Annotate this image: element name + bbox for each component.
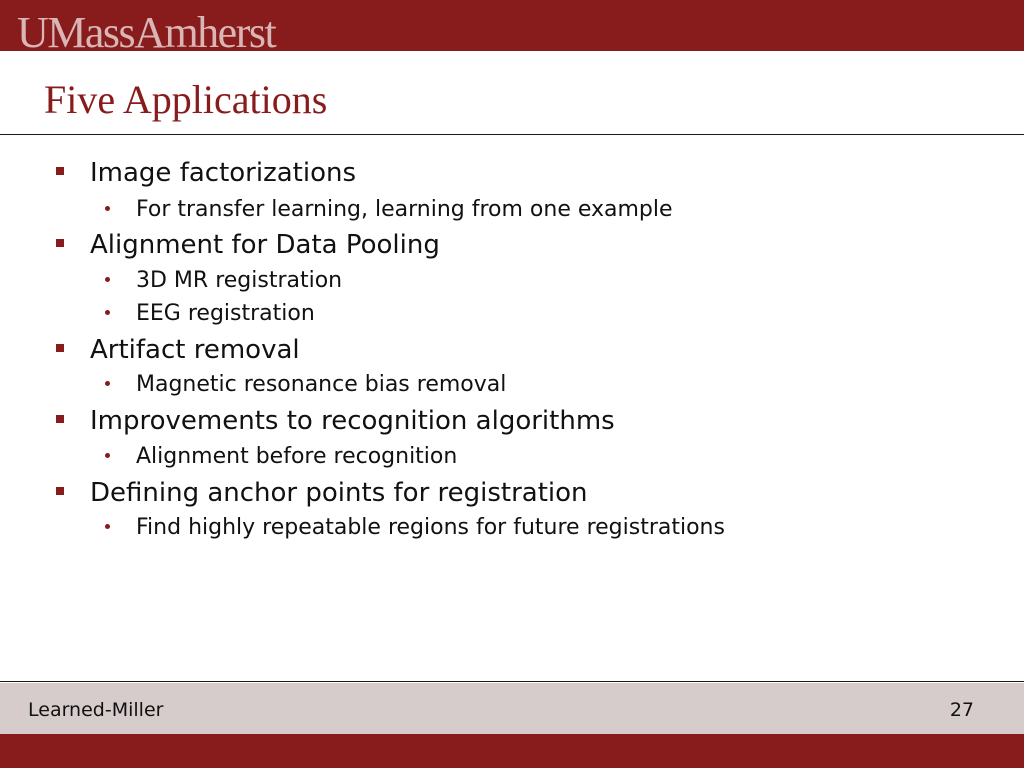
subbullet-item xyxy=(104,301,315,327)
slide-title: Five Applications xyxy=(44,77,328,122)
footer-divider xyxy=(0,681,1024,682)
subbullet-item xyxy=(104,444,457,470)
bullet-item xyxy=(54,158,356,188)
bullet-item xyxy=(54,230,440,260)
square-bullet-icon xyxy=(56,487,64,495)
dot-bullet-icon xyxy=(105,277,110,282)
square-bullet-icon xyxy=(56,344,64,352)
subbullet-item xyxy=(104,197,673,223)
subbullet-item xyxy=(104,515,725,541)
subbullet-text: 3D MR registration xyxy=(136,268,343,293)
subbullet-text: EEG registration xyxy=(136,301,315,326)
subbullet-text: Alignment before recognition xyxy=(136,444,458,469)
square-bullet-icon xyxy=(56,167,64,175)
bullet-item xyxy=(54,478,588,508)
dot-bullet-icon xyxy=(105,453,110,458)
bullet-text: Defining anchor points for registration xyxy=(90,478,588,508)
bullet-text: Artifact removal xyxy=(90,335,300,365)
dot-bullet-icon xyxy=(105,524,110,529)
dot-bullet-icon xyxy=(105,310,110,315)
dot-bullet-icon xyxy=(105,381,110,386)
bullet-text: Image factorizations xyxy=(90,158,357,188)
subbullet-text: Find highly repeatable regions for future registrations xyxy=(136,515,725,540)
bottom-band xyxy=(0,734,1024,768)
subbullet-text: For transfer learning, learning from one example xyxy=(136,197,673,222)
subbullet-text: Magnetic resonance bias removal xyxy=(136,372,507,397)
footer-author: Learned-Miller xyxy=(28,699,164,721)
umass-amherst-logo: UMassAmherst xyxy=(17,8,276,51)
footer xyxy=(0,683,1024,734)
bullet-item xyxy=(54,406,615,436)
subbullet-item xyxy=(104,372,506,398)
square-bullet-icon xyxy=(56,239,64,247)
page-number: 27 xyxy=(949,699,974,721)
bullet-item xyxy=(54,335,300,365)
bullet-text: Improvements to recognition algorithms xyxy=(90,406,615,436)
square-bullet-icon xyxy=(56,415,64,423)
bullet-text: Alignment for Data Pooling xyxy=(90,230,440,260)
subbullet-item xyxy=(104,268,342,294)
dot-bullet-icon xyxy=(105,206,110,211)
